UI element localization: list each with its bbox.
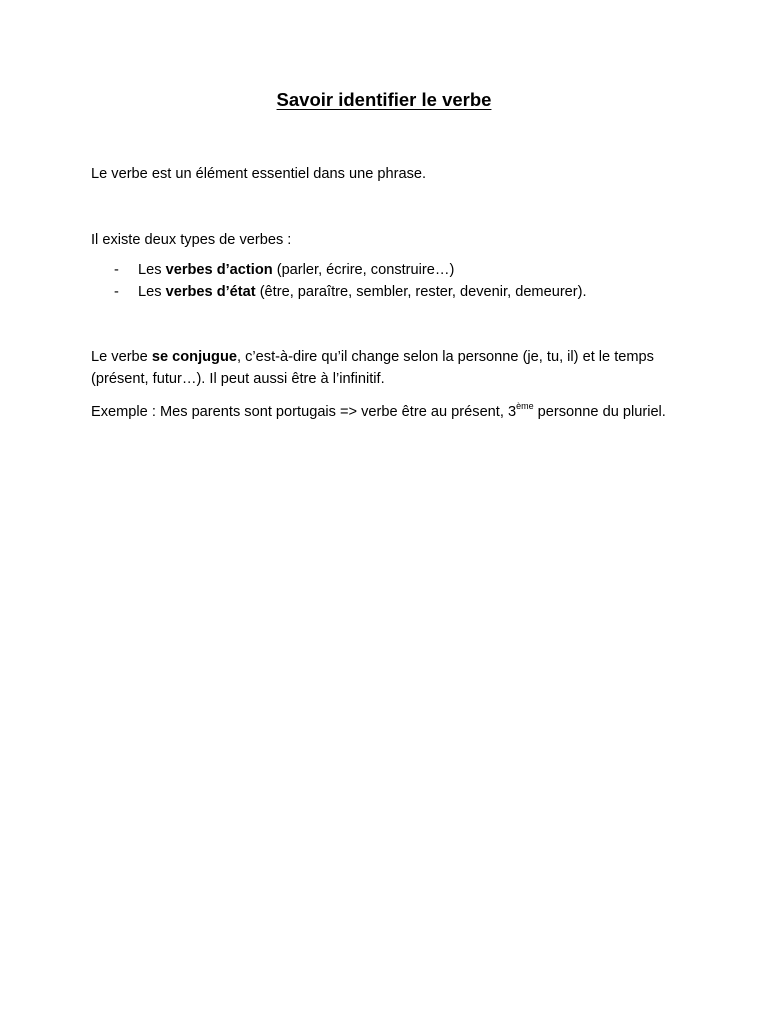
example-suffix: personne du pluriel.	[533, 404, 666, 420]
list-item-suffix: (parler, écrire, construire…)	[272, 262, 455, 278]
list-item-prefix: Les	[138, 284, 166, 300]
page-title: Savoir identifier le verbe	[276, 89, 492, 110]
conjugation-bold-term: se conjugue	[151, 349, 238, 365]
conjugation-prefix: Le verbe	[91, 349, 152, 365]
intro-paragraph: Le verbe est un élément essentiel dans une phrase.	[91, 166, 427, 182]
list-item-prefix: Les	[138, 262, 166, 278]
types-intro-paragraph: Il existe deux types de verbes :	[91, 232, 292, 248]
list-bullet: -	[114, 262, 119, 278]
conjugation-paragraph	[91, 346, 681, 390]
verb-types-list	[91, 259, 691, 303]
list-item-bold-term: verbes d’action	[165, 262, 273, 278]
example-prefix: Exemple : Mes parents sont portugais => verbe être au présent, 3	[91, 404, 517, 420]
list-item	[91, 281, 691, 303]
example-superscript: ème	[516, 401, 534, 412]
conjugation-suffix: , c’est-à-dire qu’il change selon la personne (je, tu, il) et le temps (présent, futur…). Il peut aussi être à l’infinitif.	[91, 349, 654, 387]
list-bullet: -	[114, 284, 119, 300]
list-item-suffix: (être, paraître, sembler, rester, devenir, demeurer).	[255, 284, 587, 300]
list-item-bold-term: verbes d’état	[165, 284, 256, 300]
list-item	[91, 259, 691, 281]
example-paragraph	[91, 401, 681, 423]
